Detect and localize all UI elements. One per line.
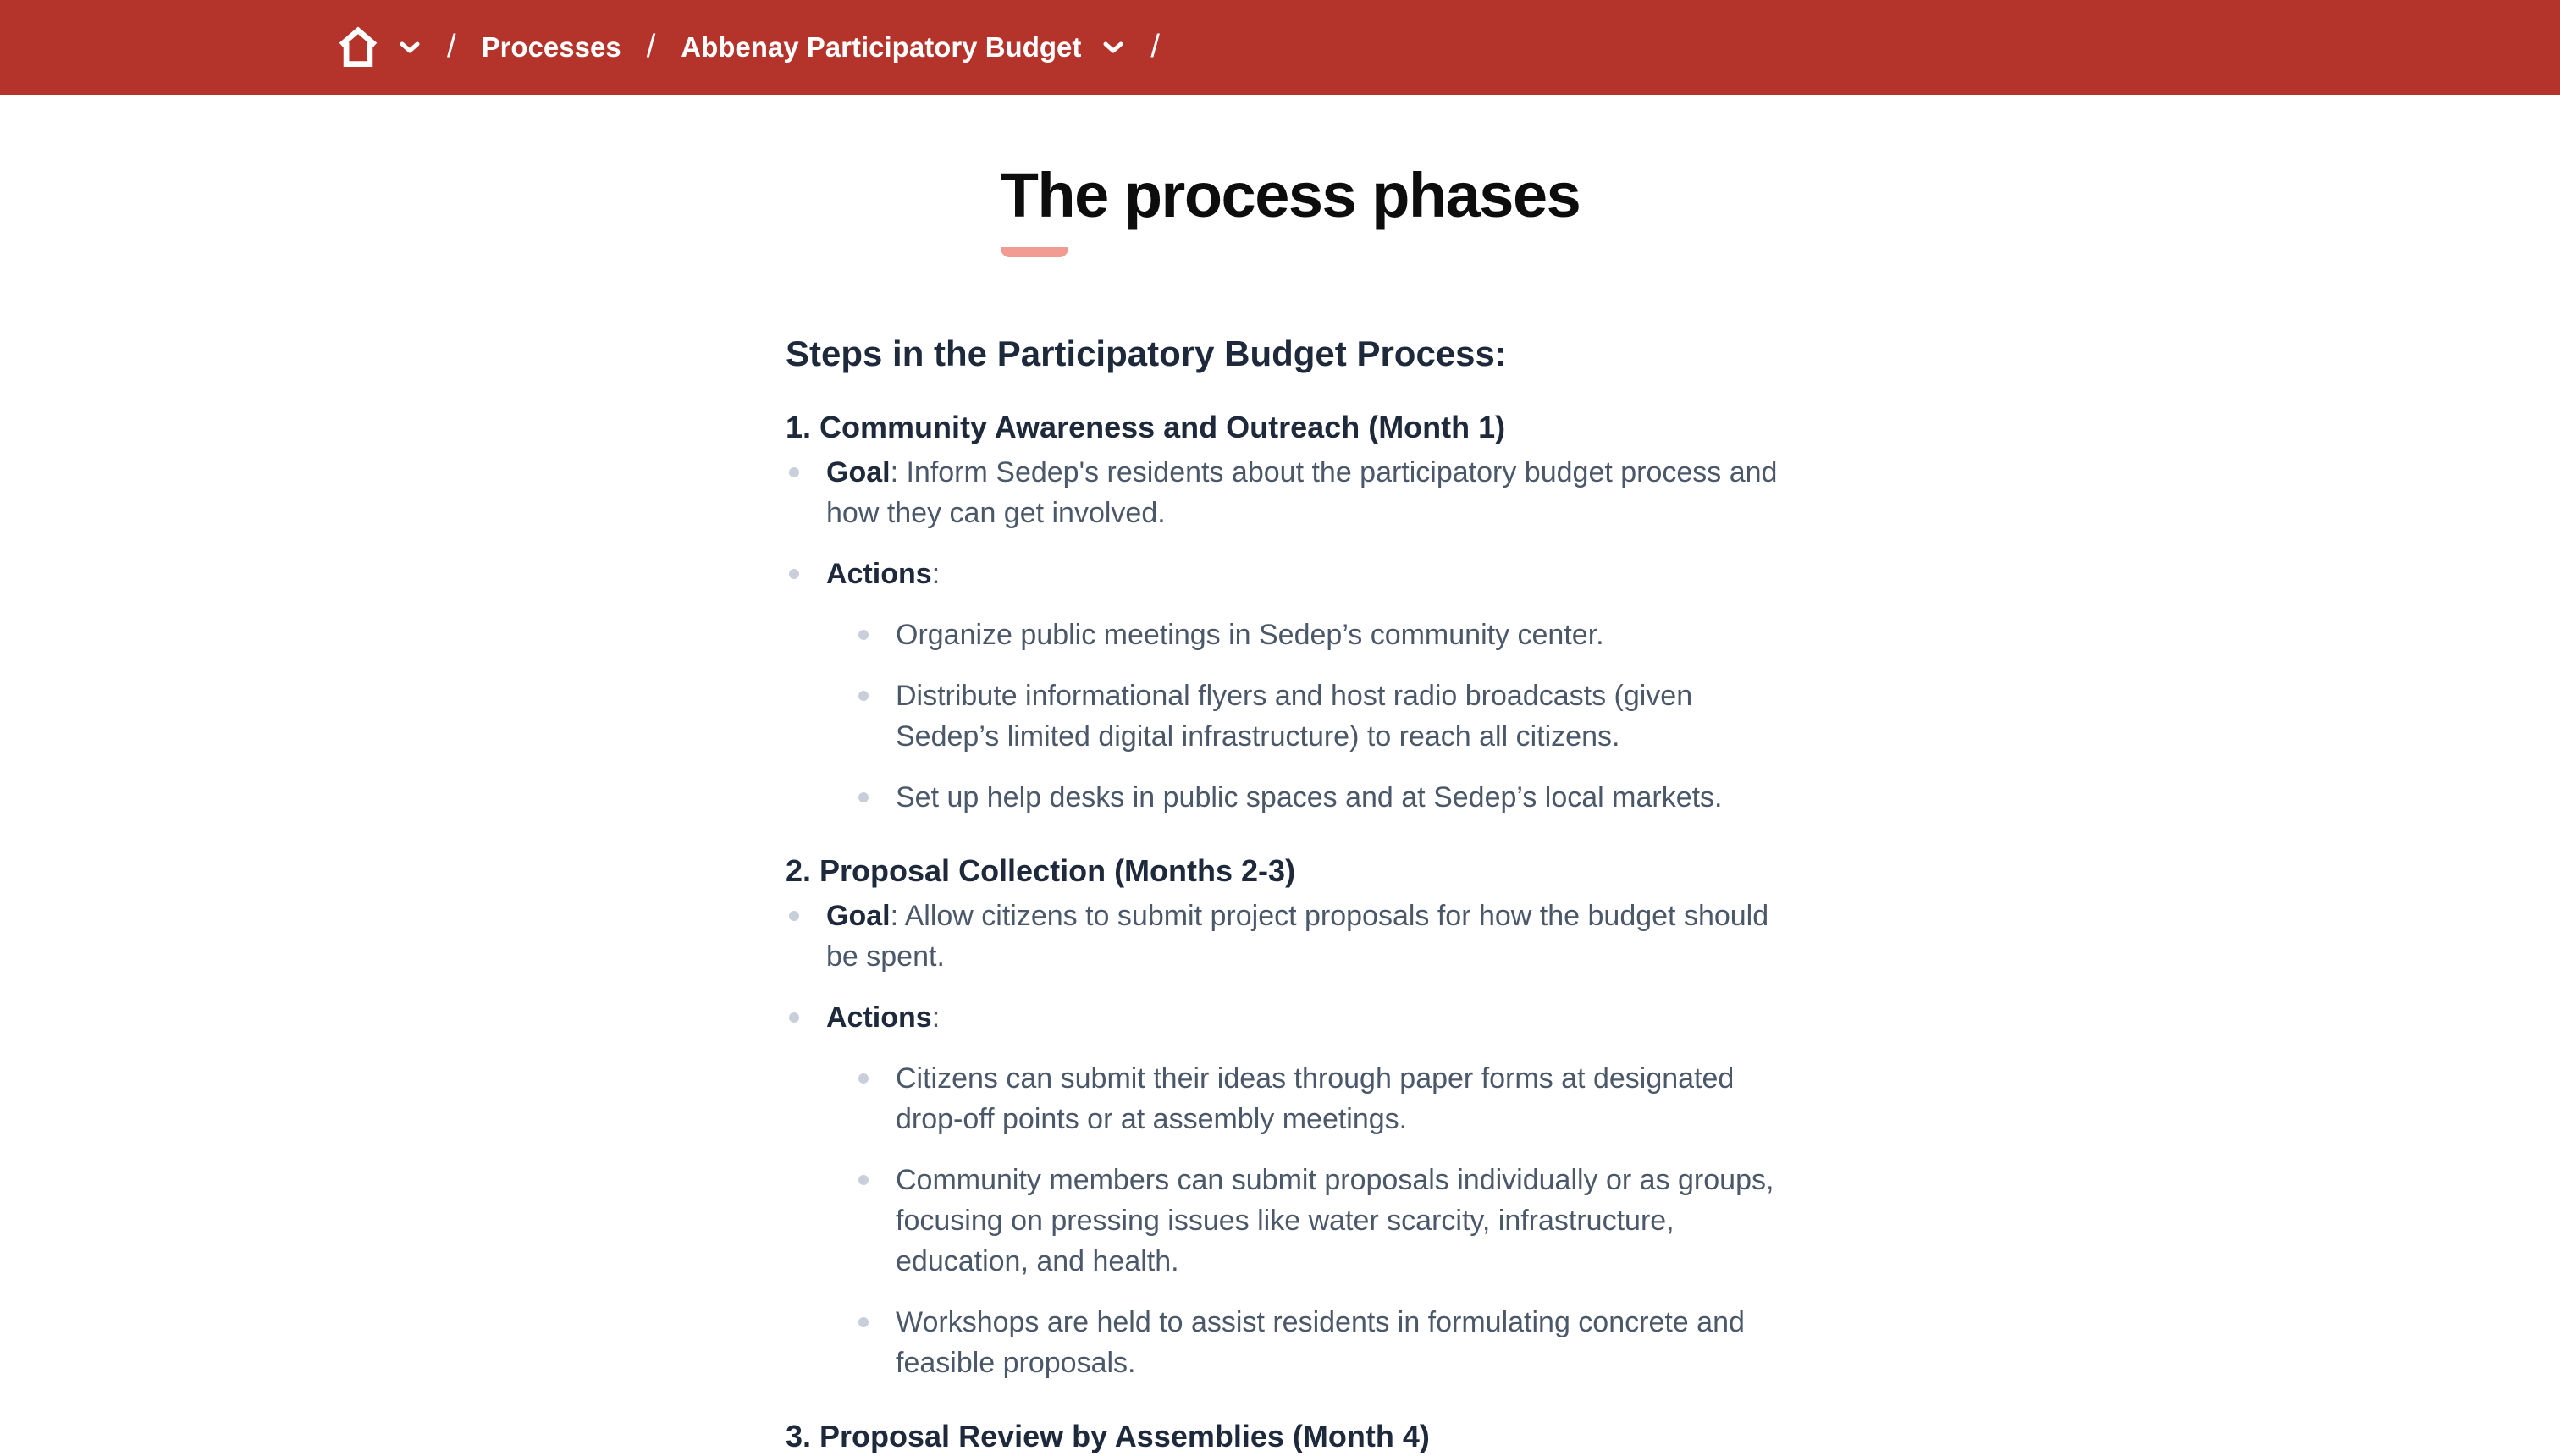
section-2 [786, 852, 1795, 1383]
page-title-wrap [786, 160, 1795, 257]
article [786, 332, 1795, 1456]
article-heading: Steps in the Participatory Budget Process: [786, 334, 1507, 373]
item-label: Actions [826, 1001, 932, 1034]
sub-list-item: Workshops are held to assist residents in formulating concrete and feasible proposals. [855, 1302, 1795, 1383]
item-text: : Inform Sedep's residents about the participatory budget process and how they can get involved. [826, 456, 1778, 529]
section-heading: 3. Proposal Review by Assemblies (Month 4) [786, 1419, 1430, 1453]
topbar [0, 0, 2560, 95]
goal-item [786, 896, 1795, 977]
chevron-down-icon[interactable] [1101, 40, 1125, 55]
breadcrumb-link-processes[interactable]: Processes [481, 31, 621, 63]
item-text: : [931, 1001, 941, 1034]
breadcrumb-link-process-title[interactable]: Abbenay Participatory Budget [681, 31, 1082, 63]
section-3 [786, 1417, 1795, 1456]
chevron-down-icon[interactable] [398, 40, 422, 55]
sub-list [826, 615, 1795, 818]
section-1 [786, 408, 1795, 818]
page-title: The process phases [1001, 163, 1581, 257]
actions-item [786, 997, 1795, 1383]
home-icon [339, 26, 378, 69]
breadcrumb-separator: / [1150, 28, 1160, 64]
sub-list-item: Distribute informational flyers and host radio broadcasts (given Sedep’s limited digital infrastructure) to reach all citizens. [855, 676, 1795, 757]
breadcrumb-separator: / [447, 28, 456, 64]
sub-list-item: Set up help desks in public spaces and at Sedep’s local markets. [855, 777, 1795, 818]
sub-list-item: Citizens can submit their ideas through paper forms at designated drop-off points or at assembly meetings. [855, 1058, 1795, 1139]
sub-list-item: Community members can submit proposals individually or as groups, focusing on pressing issues like water scarcity, infrastructure, education, and health. [855, 1160, 1795, 1282]
section-list [786, 452, 1795, 818]
item-label: Goal [826, 456, 891, 488]
title-underline [1001, 247, 1068, 257]
breadcrumb [339, 26, 1185, 69]
main-content [765, 160, 1795, 1456]
actions-item [786, 554, 1795, 818]
item-label: Goal [826, 900, 891, 932]
section-heading: 1. Community Awareness and Outreach (Month 1) [786, 410, 1506, 444]
item-text: : [931, 558, 941, 590]
section-heading: 2. Proposal Collection (Months 2-3) [786, 853, 1296, 888]
item-text: : Allow citizens to submit project proposals for how the budget should be spent. [826, 900, 1769, 973]
sub-list-item: Organize public meetings in Sedep’s community center. [855, 615, 1795, 655]
breadcrumb-home-link[interactable] [339, 26, 378, 69]
goal-item [786, 452, 1795, 533]
breadcrumb-separator: / [646, 28, 656, 64]
sub-list [826, 1058, 1795, 1383]
item-label: Actions [826, 558, 932, 590]
section-list [786, 896, 1795, 1383]
